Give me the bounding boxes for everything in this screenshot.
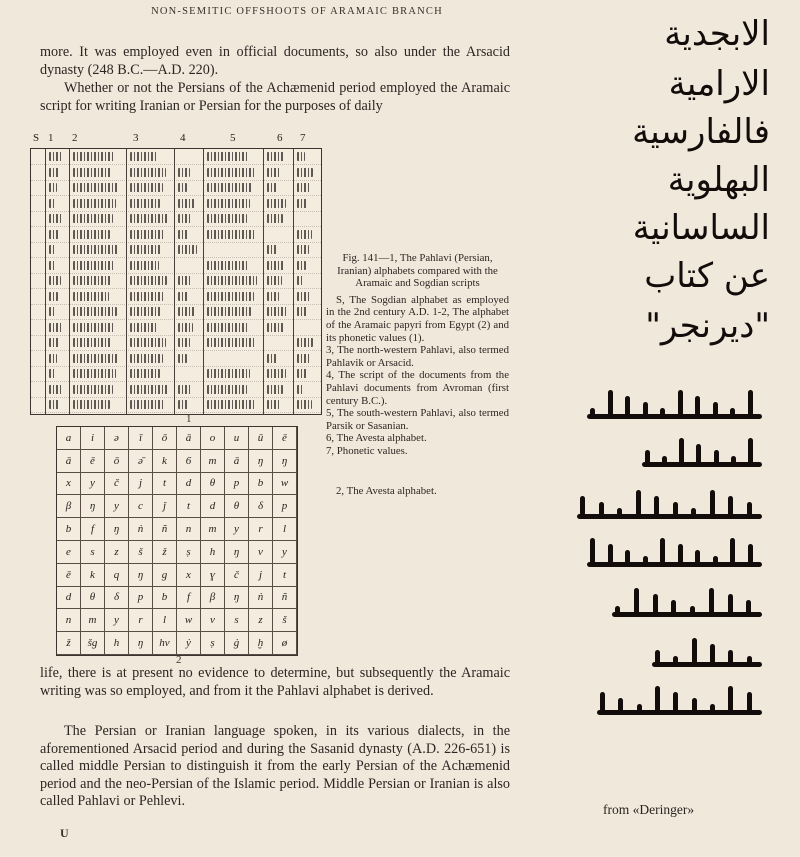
script-glyph-run <box>73 385 113 394</box>
script-glyph-run <box>207 152 248 161</box>
table1-row <box>31 397 321 413</box>
image-credit: from «Deringer» <box>603 802 695 817</box>
caption-item: 6, The Avesta alphabet. <box>326 432 427 445</box>
avesta-cell: ñ <box>273 587 297 610</box>
col-head: 7 <box>300 132 306 144</box>
col-head: 3 <box>133 132 139 144</box>
arabic-calligraphy-line: فالفارسية <box>632 112 770 152</box>
avesta-cell: t <box>273 564 297 587</box>
table1-label: 1 <box>186 413 192 425</box>
script-glyph-run <box>49 369 55 378</box>
avesta-cell: ə̄ <box>129 450 153 473</box>
avesta-cell: x <box>177 564 201 587</box>
avesta-cell: h <box>201 541 225 564</box>
script-glyph-run <box>73 152 114 161</box>
script-glyph-run <box>73 338 111 347</box>
script-glyph-run <box>297 276 303 285</box>
script-glyph-run <box>267 307 287 316</box>
avesta-cell: a <box>57 427 81 450</box>
script-glyph-run <box>130 168 166 177</box>
avesta-cell: ø <box>273 632 297 655</box>
script-glyph-run <box>73 400 110 409</box>
pahlavi-script-line <box>572 492 762 532</box>
table1-row <box>31 351 321 367</box>
paragraph: life, there is at present no evidence to determine, but subsequently the Aramaic writing was so employed, and from it the Pahlavi alphabet is derived. <box>40 665 510 699</box>
avesta-cell: i <box>81 427 105 450</box>
script-glyph-run <box>49 292 58 301</box>
avesta-cell: k <box>81 564 105 587</box>
script-glyph-run <box>130 152 158 161</box>
table1-row <box>31 304 321 320</box>
script-glyph-run <box>178 323 193 332</box>
avesta-cell: w <box>273 473 297 496</box>
pahlavi-script-line <box>572 590 762 630</box>
avesta-cell: ṅ <box>249 587 273 610</box>
script-glyph-run <box>267 261 285 270</box>
script-glyph-run <box>297 385 304 394</box>
script-glyph-run <box>130 214 168 223</box>
script-glyph-run <box>178 400 189 409</box>
script-glyph-run <box>297 338 313 347</box>
avesta-alphabet-table <box>56 426 298 656</box>
avesta-cell: y <box>105 609 129 632</box>
script-glyph-run <box>267 323 284 332</box>
avesta-cell: l <box>273 518 297 541</box>
avesta-cell: f <box>81 518 105 541</box>
alphabet-comparison-table <box>30 148 322 415</box>
table1-row <box>31 242 321 258</box>
avesta-cell: d <box>57 587 81 610</box>
script-glyph-run <box>130 245 162 254</box>
avesta-cell: β <box>57 495 81 518</box>
script-glyph-run <box>297 400 312 409</box>
avesta-cell: š <box>273 609 297 632</box>
avesta-cell: ā <box>177 427 201 450</box>
script-glyph-run <box>297 152 305 161</box>
avesta-cell: v <box>201 609 225 632</box>
script-glyph-run <box>297 292 311 301</box>
avesta-cell: p <box>225 473 249 496</box>
avesta-cell: t <box>153 473 177 496</box>
avesta-cell: ŋ <box>273 450 297 473</box>
avesta-cell: ġ <box>225 632 249 655</box>
script-glyph-run <box>73 261 115 270</box>
caption-item-text: S, The Sogdian alphabet as employed in the 2nd century A.D. <box>326 293 509 319</box>
script-glyph-run <box>267 199 286 208</box>
script-glyph-run <box>207 369 250 378</box>
avesta-cell: m <box>81 609 105 632</box>
script-glyph-run <box>267 400 280 409</box>
script-glyph-run <box>130 276 167 285</box>
avesta-cell: č <box>225 564 249 587</box>
col-head: 2 <box>72 132 78 144</box>
avesta-cell: β <box>201 587 225 610</box>
avesta-cell: h <box>105 632 129 655</box>
arabic-calligraphy-line: الارامية <box>668 64 770 104</box>
paragraph <box>40 723 510 811</box>
script-glyph-run <box>178 214 192 223</box>
script-glyph-run <box>130 400 165 409</box>
avesta-cell: ž <box>57 632 81 655</box>
script-glyph-run <box>130 385 168 394</box>
avesta-cell: e <box>57 541 81 564</box>
avesta-cell: k <box>153 450 177 473</box>
script-glyph-run <box>297 230 312 239</box>
avesta-cell: ṅ <box>129 518 153 541</box>
caption-item: 7, Phonetic values. <box>326 444 408 457</box>
avesta-cell: hv <box>153 632 177 655</box>
script-glyph-run <box>49 354 57 363</box>
table1-row <box>31 227 321 243</box>
script-glyph-run <box>178 354 187 363</box>
avesta-cell: ə <box>105 427 129 450</box>
script-glyph-run <box>49 261 55 270</box>
script-glyph-run <box>73 292 109 301</box>
pahlavi-script-line <box>572 688 762 728</box>
avesta-cell: y <box>225 518 249 541</box>
avesta-cell: l <box>153 609 177 632</box>
avesta-cell: θ <box>201 473 225 496</box>
avesta-cell: b <box>57 518 81 541</box>
script-glyph-run <box>178 168 190 177</box>
paragraph <box>40 80 510 115</box>
avesta-cell: δ <box>105 587 129 610</box>
col-head: 6 <box>277 132 283 144</box>
avesta-cell: s <box>225 609 249 632</box>
script-glyph-run <box>207 230 255 239</box>
table1-row <box>31 180 321 196</box>
script-glyph-run <box>267 354 278 363</box>
script-glyph-run <box>49 152 63 161</box>
avesta-cell: x <box>57 473 81 496</box>
script-glyph-run <box>207 261 249 270</box>
avesta-cell: ŋ <box>225 541 249 564</box>
avesta-cell: šg <box>81 632 105 655</box>
pahlavi-script-line <box>572 640 762 680</box>
paragraph: more. It was employed even in official documents, so also under the Arsacid dynasty (248 B.C.—A.D. 220). <box>40 44 510 78</box>
table1-row <box>31 335 321 351</box>
pahlavi-script-line <box>572 540 762 580</box>
script-glyph-run <box>297 307 308 316</box>
avesta-cell: j <box>129 473 153 496</box>
script-glyph-run <box>73 230 110 239</box>
script-glyph-run <box>73 245 118 254</box>
avesta-cell: y <box>81 473 105 496</box>
avesta-cell: č <box>105 473 129 496</box>
avesta-cell: t <box>177 495 201 518</box>
avesta-note: 2, The Avesta alphabet. <box>336 485 437 497</box>
script-glyph-run <box>73 354 119 363</box>
script-glyph-run <box>130 369 160 378</box>
script-glyph-run <box>130 261 159 270</box>
col-head: 1 <box>48 132 54 144</box>
avesta-cell: θ <box>225 495 249 518</box>
script-glyph-run <box>297 183 310 192</box>
avesta-cell: g <box>153 564 177 587</box>
avesta-cell: n <box>177 518 201 541</box>
avesta-cell: ē <box>57 564 81 587</box>
script-glyph-run <box>207 199 250 208</box>
avesta-cell: ō <box>105 450 129 473</box>
script-glyph-run <box>267 276 282 285</box>
script-glyph-run <box>49 168 60 177</box>
avesta-cell: p <box>129 587 153 610</box>
avesta-cell: f <box>177 587 201 610</box>
script-glyph-run <box>267 385 283 394</box>
avesta-cell: ŋ <box>129 632 153 655</box>
script-glyph-run <box>267 183 278 192</box>
avesta-cell: ŋ <box>225 587 249 610</box>
avesta-cell: ǰ <box>153 495 177 518</box>
table1-row <box>31 382 321 398</box>
arabic-calligraphy-line: الابجدية <box>664 14 770 54</box>
script-glyph-run <box>49 183 57 192</box>
table1-row <box>31 366 321 382</box>
table1-row <box>31 196 321 212</box>
script-glyph-run <box>267 292 279 301</box>
script-glyph-run <box>73 307 117 316</box>
script-glyph-run <box>130 183 163 192</box>
avesta-cell: m <box>201 450 225 473</box>
script-glyph-run <box>73 369 116 378</box>
paragraph-text: The Persian or Iranian language spoken, in its various dialects, in the aforementioned Arsacid period and during the Sasanid dynasty (A.D. 226-651) is called middle Persian to distinguish it from the early Persian of the Achæmenid period and the neo-Persian of the Islamic period. Middle Persian or Iranian is also called Pahlavi or Pehlevi. <box>40 723 510 810</box>
script-glyph-run <box>267 369 286 378</box>
script-glyph-run <box>267 152 284 161</box>
script-glyph-run <box>267 245 277 254</box>
avesta-cell: ā <box>225 450 249 473</box>
script-glyph-run <box>207 183 253 192</box>
caption-item: 4, The script of the documents from the Pahlavi documents from Avroman (first century B.C.). <box>326 369 509 407</box>
script-glyph-run <box>207 338 256 347</box>
script-glyph-run <box>178 276 191 285</box>
script-glyph-run <box>178 292 188 301</box>
script-glyph-run <box>297 168 313 177</box>
avesta-cell: s <box>81 541 105 564</box>
avesta-cell: r <box>129 609 153 632</box>
script-glyph-run <box>207 385 247 394</box>
script-glyph-run <box>73 323 114 332</box>
table1-row <box>31 258 321 274</box>
script-glyph-run <box>130 199 160 208</box>
script-glyph-run <box>130 354 163 363</box>
arabic-calligraphy-line: عن كتاب <box>644 256 770 296</box>
caption-item-text: 1-2, The alphabet of the Aramaic papyri from Egypt (2) and its phonetic values (1). <box>326 306 509 344</box>
script-glyph-run <box>49 199 55 208</box>
paragraph-text: Whether or not the Persians of the Achæmenid period employed the Aramaic script for writing Iranian or Persian for the purposes of daily <box>40 80 510 114</box>
table1-row <box>31 165 321 181</box>
table1-row <box>31 289 321 305</box>
script-glyph-run <box>130 292 164 301</box>
table1-row <box>31 320 321 336</box>
avesta-cell: ō <box>153 427 177 450</box>
caption-item <box>326 294 509 344</box>
script-glyph-run <box>207 307 251 316</box>
avesta-cell: ŋ <box>249 450 273 473</box>
script-glyph-run <box>207 168 256 177</box>
script-glyph-run <box>178 245 197 254</box>
table1-row <box>31 149 321 165</box>
pahlavi-script-line <box>572 440 762 480</box>
script-glyph-run <box>297 369 307 378</box>
script-glyph-run <box>207 276 257 285</box>
script-glyph-run <box>178 338 190 347</box>
avesta-cell: ṣ <box>201 632 225 655</box>
page-letter: U <box>60 826 69 840</box>
avesta-cell: ŋ <box>129 564 153 587</box>
table1-row <box>31 211 321 227</box>
avesta-cell: ī <box>129 427 153 450</box>
avesta-cell: ŋ <box>81 495 105 518</box>
avesta-cell: j <box>249 564 273 587</box>
avesta-cell: ṣ <box>177 541 201 564</box>
script-glyph-run <box>130 307 161 316</box>
script-glyph-run <box>178 199 195 208</box>
script-glyph-run <box>207 292 254 301</box>
avesta-cell: r <box>249 518 273 541</box>
script-glyph-run <box>49 230 59 239</box>
avesta-cell: ā <box>57 450 81 473</box>
avesta-cell: n <box>57 609 81 632</box>
table2-label: 2 <box>176 654 182 666</box>
caption-item: 3, The north-western Pahlavi, also termed Pahlavik or Arsacid. <box>326 344 509 369</box>
script-glyph-run <box>178 385 192 394</box>
table1-column-headers <box>30 132 320 148</box>
running-header: NON-SEMITIC OFFSHOOTS OF ARAMAIC BRANCH <box>151 6 443 17</box>
avesta-cell: ū <box>249 427 273 450</box>
script-glyph-run <box>178 307 196 316</box>
script-glyph-run <box>130 230 165 239</box>
script-glyph-run <box>267 168 281 177</box>
avesta-cell: m <box>201 518 225 541</box>
calligraphy-panel <box>545 0 800 857</box>
figure-caption <box>326 252 509 458</box>
avesta-cell: ŋ <box>105 518 129 541</box>
script-glyph-run <box>73 199 116 208</box>
script-glyph-run <box>207 400 255 409</box>
avesta-cell: š <box>129 541 153 564</box>
col-head: S <box>33 132 40 144</box>
avesta-cell: ž <box>153 541 177 564</box>
caption-title: Fig. 141—1, The Pahlavi (Persian, Iranian) alphabets compared with the Aramaic and Sogdian scripts <box>337 252 498 290</box>
arabic-calligraphy-line: "ديرنجر" <box>645 306 770 346</box>
script-glyph-run <box>130 338 166 347</box>
script-glyph-run <box>49 338 60 347</box>
avesta-cell: y <box>105 495 129 518</box>
pahlavi-script-line <box>572 392 762 432</box>
avesta-cell: d <box>177 473 201 496</box>
avesta-cell: c <box>129 495 153 518</box>
avesta-cell: u <box>225 427 249 450</box>
avesta-cell: b <box>153 587 177 610</box>
script-glyph-run <box>207 214 247 223</box>
avesta-cell: ē <box>273 427 297 450</box>
script-glyph-run <box>297 354 310 363</box>
avesta-cell: d <box>201 495 225 518</box>
script-glyph-run <box>178 230 189 239</box>
script-glyph-run <box>49 214 62 223</box>
avesta-cell: δ <box>249 495 273 518</box>
avesta-cell: ẏ <box>177 632 201 655</box>
avesta-cell: θ <box>81 587 105 610</box>
script-glyph-run <box>49 307 55 316</box>
avesta-cell: z <box>105 541 129 564</box>
script-glyph-run <box>49 323 63 332</box>
avesta-cell: z <box>249 609 273 632</box>
col-head: 5 <box>230 132 236 144</box>
script-glyph-run <box>297 261 306 270</box>
script-glyph-run <box>49 385 62 394</box>
avesta-cell: v <box>249 541 273 564</box>
script-glyph-run <box>49 245 56 254</box>
script-glyph-run <box>297 199 307 208</box>
avesta-cell: 6 <box>177 450 201 473</box>
avesta-cell: o <box>201 427 225 450</box>
avesta-cell: ɣ <box>201 564 225 587</box>
arabic-calligraphy-line: البهلوية <box>667 160 770 200</box>
avesta-cell: ḫ <box>249 632 273 655</box>
script-glyph-run <box>73 214 113 223</box>
script-glyph-run <box>130 323 158 332</box>
script-glyph-run <box>49 276 61 285</box>
arabic-calligraphy-line: الساسانية <box>632 208 770 248</box>
script-glyph-run <box>267 214 283 223</box>
script-glyph-run <box>297 245 309 254</box>
avesta-cell: w <box>177 609 201 632</box>
script-glyph-run <box>73 276 112 285</box>
avesta-cell: ē <box>81 450 105 473</box>
table1-row <box>31 273 321 289</box>
avesta-cell: q <box>105 564 129 587</box>
avesta-cell: p <box>273 495 297 518</box>
script-glyph-run <box>73 183 119 192</box>
avesta-cell: ñ <box>153 518 177 541</box>
caption-item: 5, The south-western Pahlavi, also termed Parsik or Sasanian. <box>326 407 509 432</box>
script-glyph-run <box>49 400 59 409</box>
col-head: 4 <box>180 132 186 144</box>
script-glyph-run <box>178 183 187 192</box>
avesta-cell: b <box>249 473 273 496</box>
script-glyph-run <box>73 168 111 177</box>
script-glyph-run <box>207 323 248 332</box>
avesta-cell: y <box>273 541 297 564</box>
